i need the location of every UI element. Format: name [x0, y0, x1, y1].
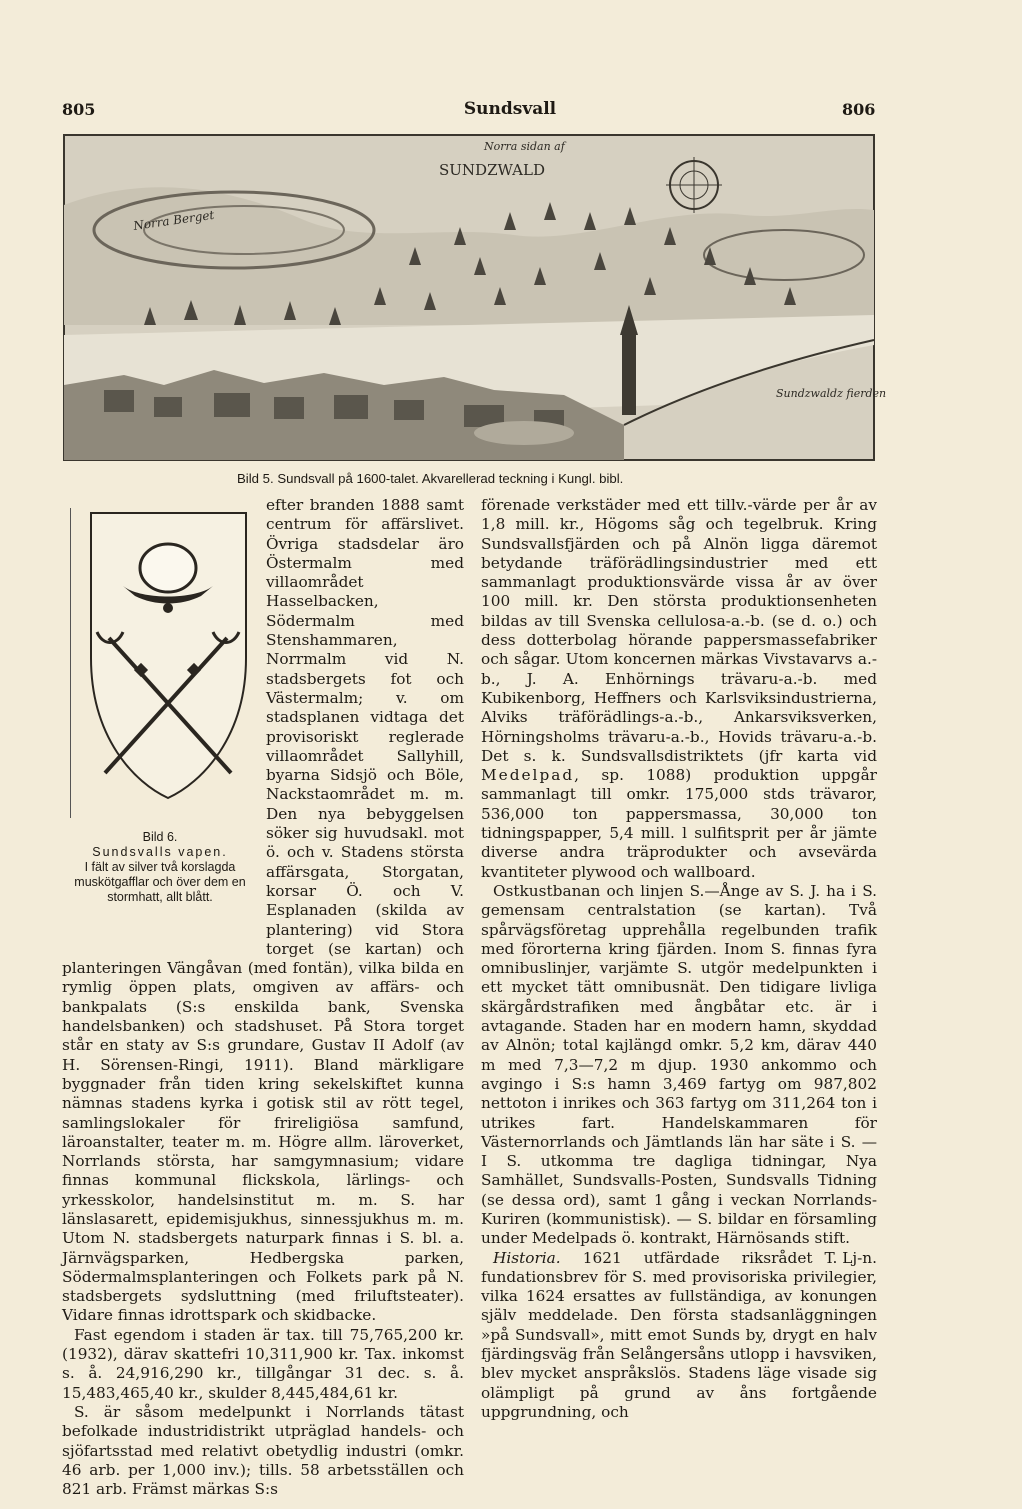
sundsvall-watercolor-plate [64, 135, 887, 460]
right-paragraph-3-text: 1621 utfärdade riksrådet fundationsbrev för S. med provisoriska privilegier, vilka 1624 ersattes av fullständiga, av konungen själv meddelade. Den första stadsanläggningen »på Sundsvall», mitt emot Sunds by, drygt en halv fjärdingsväg från Selångersåns utlopp i havsviken, blev mycket anspråkslös. Stadens läge visade sig olämpligt på grund av åns fortgående uppgrundning, och [481, 1248, 877, 1421]
author-signature: T. Lj-n. [824, 1248, 877, 1267]
right-paragraph-3 [481, 1249, 877, 1423]
page-number-right: 806 [842, 100, 876, 119]
left-paragraph-3: S. är såsom medelpunkt i Norrlands tätast befolkade industridistrikt utpräglad handels- och sjöfartsstad med relativt obetydlig industri (omkr. 46 arb. per 1,000 inv.); tills. 58 arbetsställen och 821 arb. Främst märkas S:s [62, 1402, 464, 1499]
left-paragraph-1: efter branden 1888 samt centrum för affärslivet. Övriga stadsdelar äro Östermalm med villaområdet Hasselbacken, Södermalm med Stenshammaren, Norrmalm vid N. stadsbergets fot och Västermalm; v. om stadsplanen vidtaga det provisoriskt reglerade villaområdet Sallyhill, byarna Sidsjö och Böle, Nackstaområdet m. m. Den nya bebyggelsen söker sig huvudsakl. mot ö. och v. Stadens största affärsgata, Storgatan, korsar Ö. och V. Esplanaden (skilda av plantering) vid Stora torget (se kartan) och planteringen Vängåvan (med fontän), vilka bilda en rymlig öppen plats, omgiven av affärs- och bankpalats (S:s enskilda bank, Svenska handelsbanken) och stadshuset. På Stora torget står en staty av S:s grundare, Gustav II Adolf (av H. Sörensen-Ringi, 1911). Bland märkligare byggnader från tiden kring sekelskiftet kunna nämnas stadens kyrka i gotisk stil av rött tegel, samlingslokaler för frireligiösa samfund, läroanstalter, teater m. m. Högre allm. läroverket, Norrlands största, har samgymnasium; vidare finnas kommunal flickskola, lärlings- och yrkesskolor, handelsinstitut m. m. S. har länslasarett, epidemisjukhus, sinnessjukhus m. m. Utom N. stadsbergets naturpark finnas i S. bl. a. Järnvägsparken, Hedbergska parken, Södermalmsplanteringen och Folkets park på N. stadsbergets sydsluttning (med friluftsteater). Vidare finnas idrottspark och skidbacke. [62, 496, 464, 1325]
coat-of-arms-description: I fält av silver två korslagda muskötgafflar och över dem en stormhatt, allt blått. [74, 860, 246, 904]
plate-inscription-right: Sundzwaldz fierden [776, 387, 887, 400]
running-head: Sundsvall [463, 99, 557, 119]
historia-heading: Historia. [493, 1248, 561, 1267]
plate-title: SUNDZWALD [439, 161, 545, 179]
left-column [62, 496, 464, 1499]
right-paragraph-2-text: Ostkustbanan och linjen S.—Ånge av S. J. ha i S. gemensam centralstation (se kartan). Två spårvägsföretag upprehålla regelbunden trafik med förorterna kring fjärden. Inom S. finnas fyra omnibuslinjer, varjämte S. utgör medelpunkten i ett mycket tätt omnibusnät. Den tidigare livliga skärgårdstrafiken med ångbåtar etc. är i avtagande. Staden har en modern hamn, skyddad av Alnön; total kajlängd omkr. 5,2 km, därav 440 m med 7,3—7,2 m djup. 1930 ankommo och avgingo i S:s hamn 3,469 fartyg om 987,802 nettoton i inrikes och 363 fartyg om 311,264 ton i utrikes fart. Handelskammaren för Västernorrlands och Jämtlands län har säte i S. — I S. utkomma tre dagliga tidningar, Nya Samhället, Sundsvalls-Posten, Sundsvalls Tidning (se dessa ord), samt 1 gång i veckan Norrlands-Kuriren (kommunistisk). — S. bildar en församling under Medelpads ö. kontrakt, Härnösands stift. [481, 881, 877, 1248]
coat-of-arms-title: Sundsvalls vapen. [92, 845, 228, 859]
left-paragraph-2: Fast egendom i staden är tax. till 75,765,200 kr. (1932), därav skattefri 10,311,900 kr. Tax. inkomst s. å. 24,916,290 kr., tillgångar 31 dec. s. å. 15,483,465,40 kr., skulder 8,445,484,61 kr. [62, 1325, 464, 1402]
plate-inscription-left: Norra Berget [132, 207, 216, 233]
right-paragraph-1 [481, 496, 877, 882]
coat-of-arms-figure [62, 498, 260, 939]
page-number-left: 805 [62, 100, 96, 119]
coat-of-arms-caption [62, 830, 258, 905]
medelpad-reference: Medelpad [481, 766, 575, 785]
right-paragraph-1-text: förenade verkstäder med ett tillv.-värde per år av 1,8 mill. kr., Högoms såg och tegelbruk. Kring Sundsvallsfjärden och på Alnön ligga däremot betydande träförädlingsindustrier med ett sammanlagt produktionsvärde vissa år av över 100 mill. kr. Den största produktionsenheten bildas av till Svenska cellulosa-a.-b. (se d. o.) och dess dotterbolag hörande pappersmassefabriker och sågar. Utom koncernen märkas Vivstavarvs a.-b., J. A. Enhörnings trävaru-a.-b. med Kubikenborg, Heffners och Karlsviksindustrierna, Alviks träförädlings-a.-b., Ankarsviksverken, Hörningsholms trävaru-a.-b., Hovids trävaru-a.-b. Det s. k. Sundsvallsdistriktets (jfr karta vid [481, 496, 877, 765]
right-column [481, 496, 877, 1422]
right-paragraph-1-cont: , sp. 1088) produktion uppgår sammanlagt till omkr. 175,000 stds trävaror, 536,000 ton pappersmassa, 30,000 ton tidningspapper, 5,4 mill. l sulfitsprit per år jämte diverse andra träprodukter och avsevärda kvantiteter plywood och wallboard. [481, 766, 877, 881]
plate-title-script: Norra sidan af [484, 140, 565, 153]
coat-of-arms-icon [71, 508, 256, 813]
coat-of-arms-label: Bild 6. [142, 830, 178, 844]
plate-caption: Bild 5. Sundsvall på 1600-talet. Akvarellerad teckning i Kungl. bibl. [237, 471, 624, 486]
